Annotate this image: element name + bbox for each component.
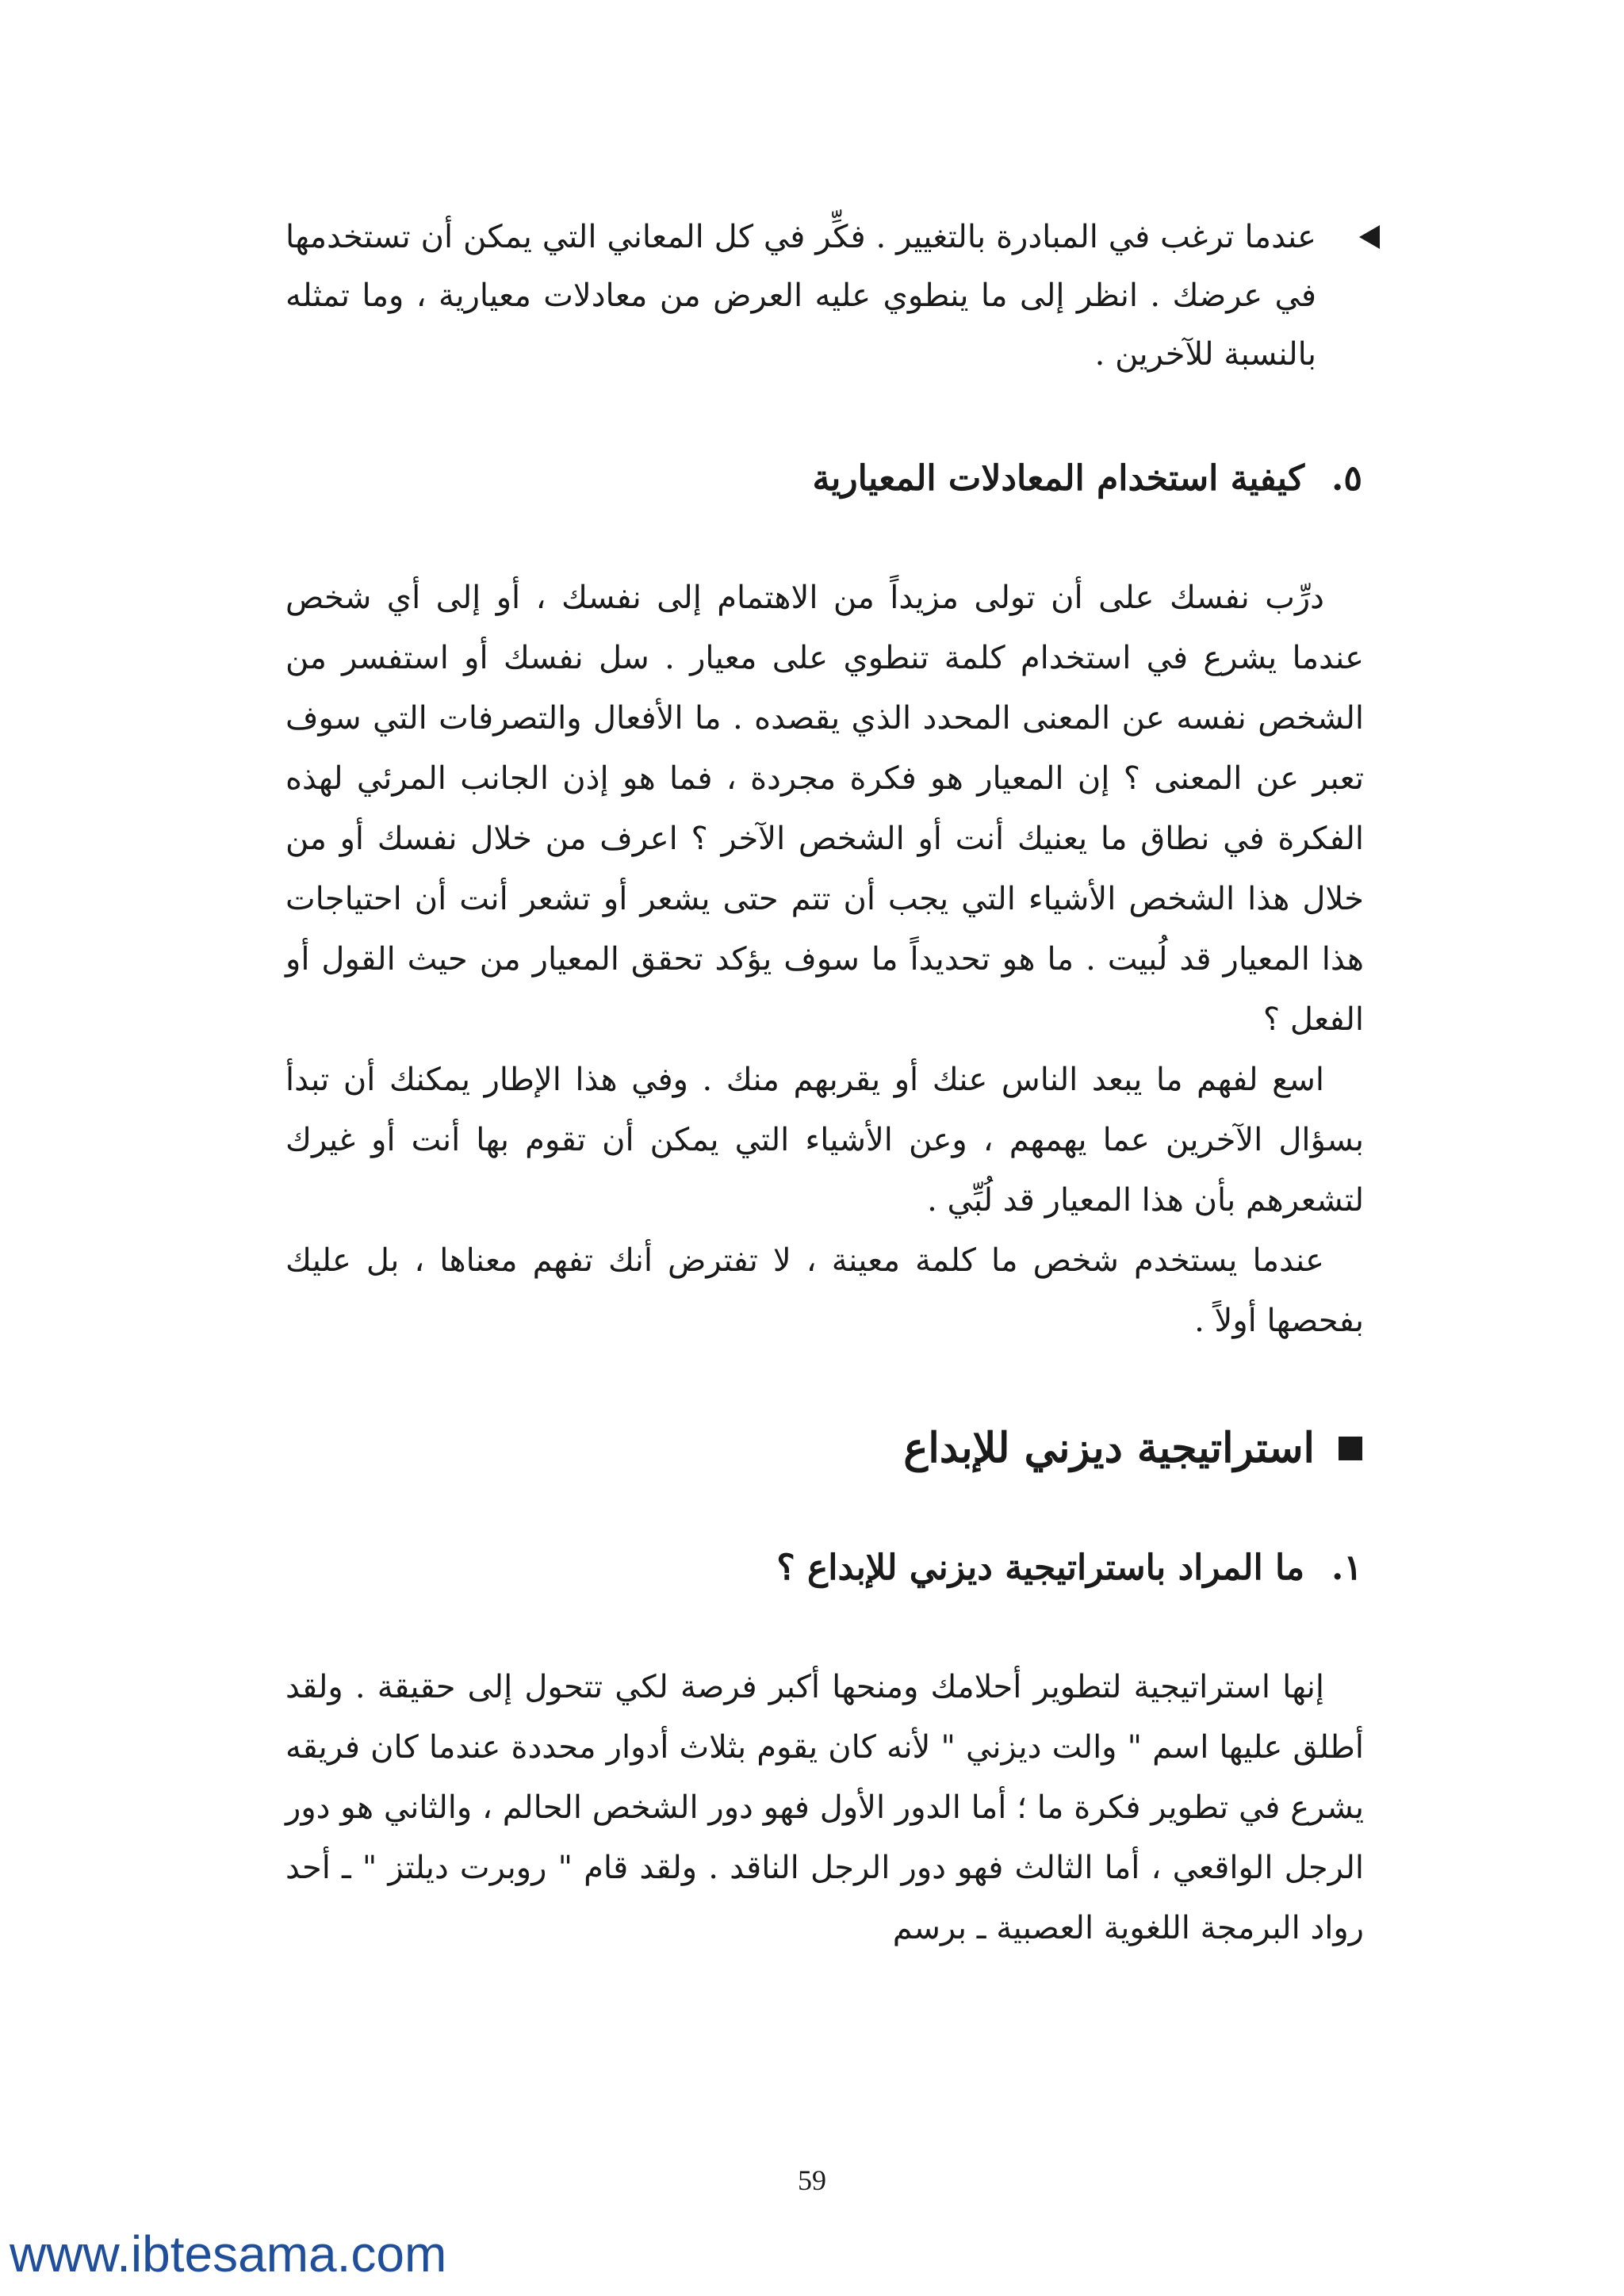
section-1-title: ما المراد باستراتيجية ديزني للإبداع ؟ bbox=[776, 1548, 1305, 1588]
section-1-heading bbox=[776, 1544, 1362, 1592]
section-1-body bbox=[285, 1657, 1364, 1958]
triangle-bullet-icon bbox=[1359, 225, 1380, 249]
main-section-title: استراتيجية ديزني للإبداع bbox=[903, 1424, 1315, 1472]
main-section-heading bbox=[903, 1421, 1362, 1476]
bullet-paragraph: عندما ترغب في المبادرة بالتغيير . فكِّر في كل المعاني التي يمكن أن تستخدمها في عرضك . انظر إلى ما ينطوي عليه العرض من معادلات معيارية ، وما تمثله بالنسبة للآخرين . bbox=[285, 219, 1316, 373]
section-5-heading bbox=[813, 455, 1362, 503]
section-1-number: ١. bbox=[1331, 1548, 1362, 1588]
page-number: 59 bbox=[798, 2164, 826, 2196]
section-5-paragraph-1: درِّب نفسك على أن تولى مزيداً من الاهتمام إلى نفسك ، أو إلى أي شخص عندما يشرع في استخدام كلمة تنطوي على معيار . سل نفسك أو استفسر من الشخص نفسه عن المعنى المحدد الذي يقصده . ما الأفعال والتصرفات التي سوف تعبر عن المعنى ؟ إن المعيار هو فكرة مجردة ، فما هو إذن الجانب المرئي لهذه الفكرة في نطاق ما يعنيك أنت أو الشخص الآخر ؟ اعرف من خلال نفسك أو من خلال هذا الشخص الأشياء التي يجب أن تتم حتى يشعر أو تشعر أنت أن احتياجات هذا المعيار قد لُبيت . ما هو تحديداً ما سوف يؤكد تحقق المعيار من حيث القول أو الفعل ؟ bbox=[285, 580, 1365, 1038]
section-5-title: كيفية استخدام المعادلات المعيارية bbox=[812, 458, 1305, 499]
square-bullet-icon bbox=[1339, 1437, 1362, 1460]
section-5-paragraph-3: عندما يستخدم شخص ما كلمة معينة ، لا تفترض أنك تفهم معناها ، بل عليك بفحصها أولاً . bbox=[285, 1242, 1364, 1339]
section-5-body bbox=[285, 568, 1364, 1351]
bullet-paragraph-block bbox=[285, 208, 1388, 384]
section-5-paragraph-2: اسع لفهم ما يبعد الناس عنك أو يقربهم منك . وفي هذا الإطار يمكنك أن تبدأ بسؤال الآخرين عما يهمهم ، وعن الأشياء التي يمكن أن تقوم بها أنت أو غيرك لتشعرهم بأن هذا المعيار قد لُبِّي . bbox=[285, 1062, 1364, 1219]
section-1-paragraph: إنها استراتيجية لتطوير أحلامك ومنحها أكبر فرصة لكي تتحول إلى حقيقة . ولقد أطلق عليها اسم " والت ديزني " لأنه كان يقوم بثلاث أدوار محددة عندما كان فريقه يشرع في تطوير فكرة ما ؛ أما الدور الأول فهو دور الشخص الحالم ، والثاني هو دور الرجل الواقعي ، أما الثالث فهو دور الرجل الناقد . ولقد قام " روبرت ديلتز " ـ أحد رواد البرمجة اللغوية العصبية ـ برسم bbox=[285, 1669, 1364, 1946]
section-5-number: ٥. bbox=[1331, 458, 1362, 499]
watermark-link[interactable]: www.ibtesama.com bbox=[10, 2225, 447, 2283]
